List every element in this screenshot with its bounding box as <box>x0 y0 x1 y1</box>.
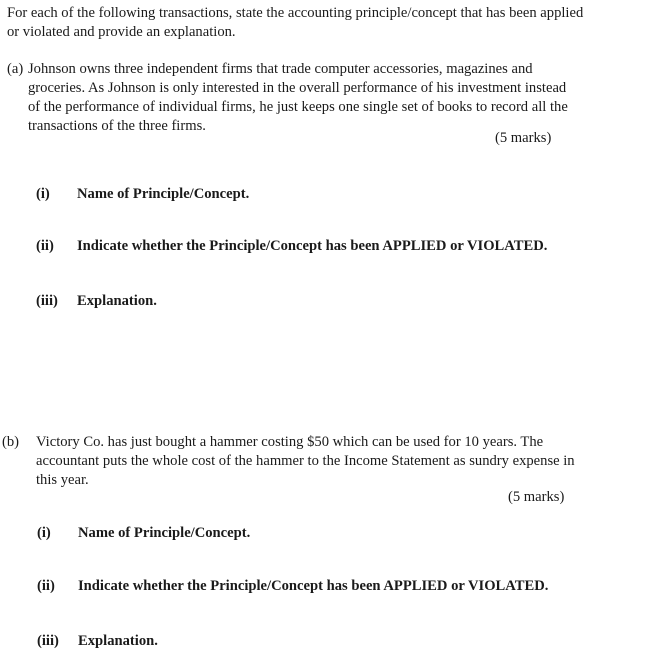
part-number: (iii) <box>36 293 58 309</box>
question-b-marks: (5 marks) <box>508 489 565 505</box>
question-a-text: Johnson owns three independent firms that trade computer accessories, magazines and groceries. As Johnson is only interested in the overall performance of his investment instead of the performance of individual firms, he just keeps one single set of books to record all the transactions of the three firms. <box>28 61 568 134</box>
question-b-part-i <box>37 524 250 543</box>
question-a-marks: (5 marks) <box>495 130 552 146</box>
part-text: Name of Principle/Concept. <box>78 525 251 541</box>
question-b-part-ii <box>37 577 548 596</box>
question-b-part-iii <box>37 632 158 651</box>
instructions-text: For each of the following transactions, state the accounting principle/concept that has been applied or violated and provide an explanation. <box>7 5 584 40</box>
part-text: Explanation. <box>77 293 157 309</box>
part-text: Indicate whether the Principle/Concept has been APPLIED or VIOLATED. <box>78 578 549 594</box>
question-b-label: (b) <box>2 434 20 450</box>
question-a-part-iii <box>36 292 157 311</box>
part-number: (ii) <box>37 578 55 594</box>
part-number: (i) <box>37 525 51 541</box>
part-number: (ii) <box>36 238 54 254</box>
question-a-part-i <box>36 185 249 204</box>
question-a-label: (a) <box>7 61 24 77</box>
part-text: Name of Principle/Concept. <box>77 186 250 202</box>
part-number: (i) <box>36 186 50 202</box>
part-text: Indicate whether the Principle/Concept has been APPLIED or VIOLATED. <box>77 238 548 254</box>
question-a-part-ii <box>36 237 547 256</box>
question-b-text: Victory Co. has just bought a hammer costing $50 which can be used for 10 years. The accountant puts the whole cost of the hammer to the Income Statement as sundry expense in this year. <box>36 434 575 488</box>
part-text: Explanation. <box>78 633 158 649</box>
part-number: (iii) <box>37 633 59 649</box>
